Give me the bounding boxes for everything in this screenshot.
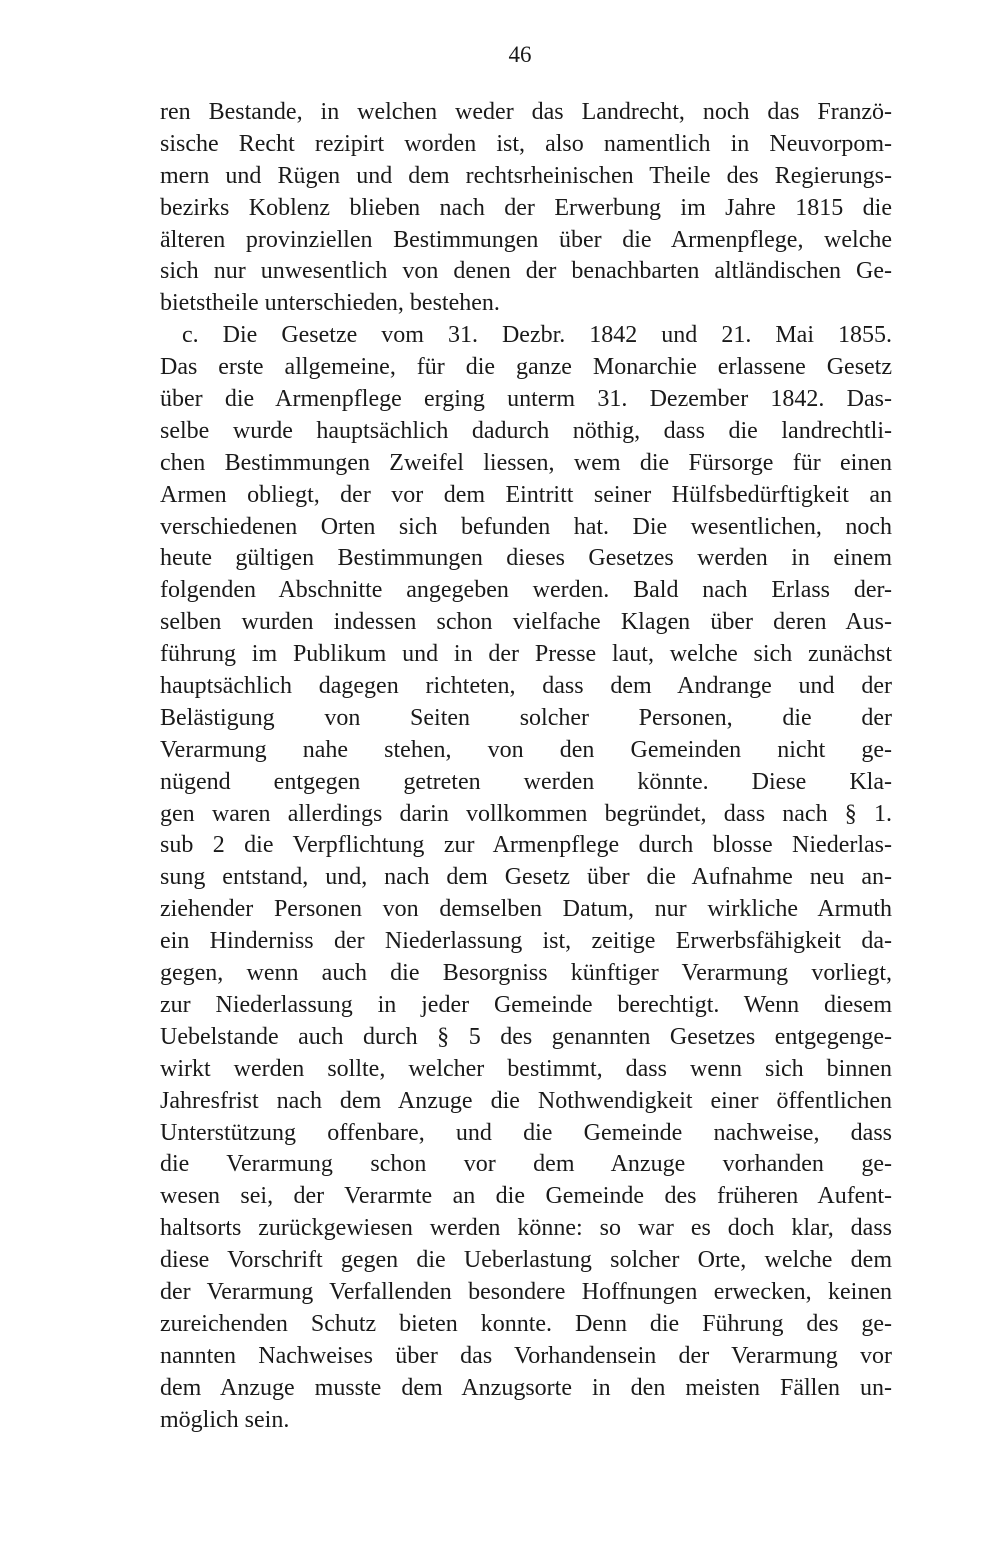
text-line: Armen obliegt, der vor dem Eintritt seiner Hülfsbedürftigkeit an [160, 481, 892, 508]
text-line: zur Niederlassung in jeder Gemeinde berechtigt. Wenn diesem [160, 991, 892, 1018]
text-line: heute gültigen Bestimmungen dieses Gesetzes werden in einem [160, 545, 892, 572]
text-line: selben wurden indessen schon vielfache Klagen über deren Aus- [160, 609, 892, 636]
text-line: der Verarmung Verfallenden besondere Hoffnungen erwecken, keinen [160, 1278, 892, 1305]
text-line: zureichenden Schutz bieten konnte. Denn die Führung des ge- [160, 1310, 892, 1337]
text-line: selbe wurde hauptsächlich dadurch nöthig, dass die landrechtli- [160, 417, 892, 444]
text-line: gegen, wenn auch die Besorgniss künftiger Verarmung vorliegt, [160, 960, 892, 987]
text-line: Verarmung nahe stehen, von den Gemeinden nicht ge- [160, 736, 892, 763]
text-line: die Verarmung schon vor dem Anzuge vorhanden ge- [160, 1151, 892, 1178]
text-line: Jahresfrist nach dem Anzuge die Nothwendigkeit einer öffentlichen [160, 1087, 892, 1114]
text-line: wesen sei, der Verarmte an die Gemeinde des früheren Aufent- [160, 1183, 892, 1210]
text-line: ren Bestande, in welchen weder das Landrecht, noch das Franzö- [160, 99, 892, 125]
text-line: chen Bestimmungen Zweifel liessen, wem die Fürsorge für einen [160, 449, 892, 476]
text-line: haltsorts zurückgewiesen werden könne: so war es doch klar, dass [160, 1215, 892, 1242]
text-line: über die Armenpflege erging unterm 31. Dezember 1842. Das- [160, 386, 892, 413]
text-line: sub 2 die Verpflichtung zur Armenpflege durch blosse Niederlas- [160, 832, 892, 859]
text-line: sich nur unwesentlich von denen der benachbarten altländischen Ge- [160, 258, 892, 285]
text-line: diese Vorschrift gegen die Ueberlastung solcher Orte, welche dem [160, 1247, 892, 1274]
text-line: sung entstand, und, nach dem Gesetz über die Aufnahme neu an- [160, 864, 892, 891]
text-line: ziehender Personen von demselben Datum, nur wirkliche Armuth [160, 896, 892, 923]
text-line: hauptsächlich dagegen richteten, dass dem Andrange und der [160, 673, 892, 700]
text-line: Das erste allgemeine, für die ganze Monarchie erlassene Gesetz [160, 354, 892, 381]
text-line: verschiedenen Orten sich befunden hat. Die wesentlichen, noch [160, 513, 892, 540]
page-number: 46 [508, 42, 532, 67]
text-line: folgenden Abschnitte angegeben werden. Bald nach Erlass der- [160, 577, 892, 604]
text-line: bietstheile unterschieden, bestehen. [160, 290, 500, 317]
text-line: dem Anzuge musste dem Anzugsorte in den meisten Fällen un- [160, 1374, 892, 1401]
text-line: möglich sein. [160, 1406, 290, 1433]
text-line: älteren provinziellen Bestimmungen über die Armenpflege, welche [160, 226, 892, 253]
text-line: Belästigung von Seiten solcher Personen, die der [160, 704, 892, 731]
body-text [160, 97, 892, 1436]
text-line: führung im Publikum und in der Presse laut, welche sich zunächst [160, 641, 892, 668]
text-line: nannten Nachweises über das Vorhandensein der Verarmung vor [160, 1342, 892, 1369]
text-line: Uebelstande auch durch § 5 des genannten Gesetzes entgegenge- [160, 1023, 892, 1050]
text-line: wirkt werden sollte, welcher bestimmt, dass wenn sich binnen [160, 1055, 892, 1082]
text-line: Unterstützung offenbare, und die Gemeinde nachweise, dass [160, 1119, 892, 1146]
text-line: bezirks Koblenz blieben nach der Erwerbung im Jahre 1815 die [160, 194, 892, 221]
text-line: nügend entgegen getreten werden könnte. Diese Kla- [160, 768, 892, 795]
text-line: mern und Rügen und dem rechtsrheinischen Theile des Regierungs- [160, 162, 892, 189]
text-line: sische Recht rezipirt worden ist, also namentlich in Neuvorpom- [160, 130, 892, 157]
text-line: ein Hinderniss der Niederlassung ist, zeitige Erwerbsfähigkeit da- [160, 928, 892, 955]
text-line: gen waren allerdings darin vollkommen begründet, dass nach § 1. [160, 800, 892, 827]
section-heading-line: c. Die Gesetze vom 31. Dezbr. 1842 und 21. Mai 1855. [182, 322, 892, 349]
